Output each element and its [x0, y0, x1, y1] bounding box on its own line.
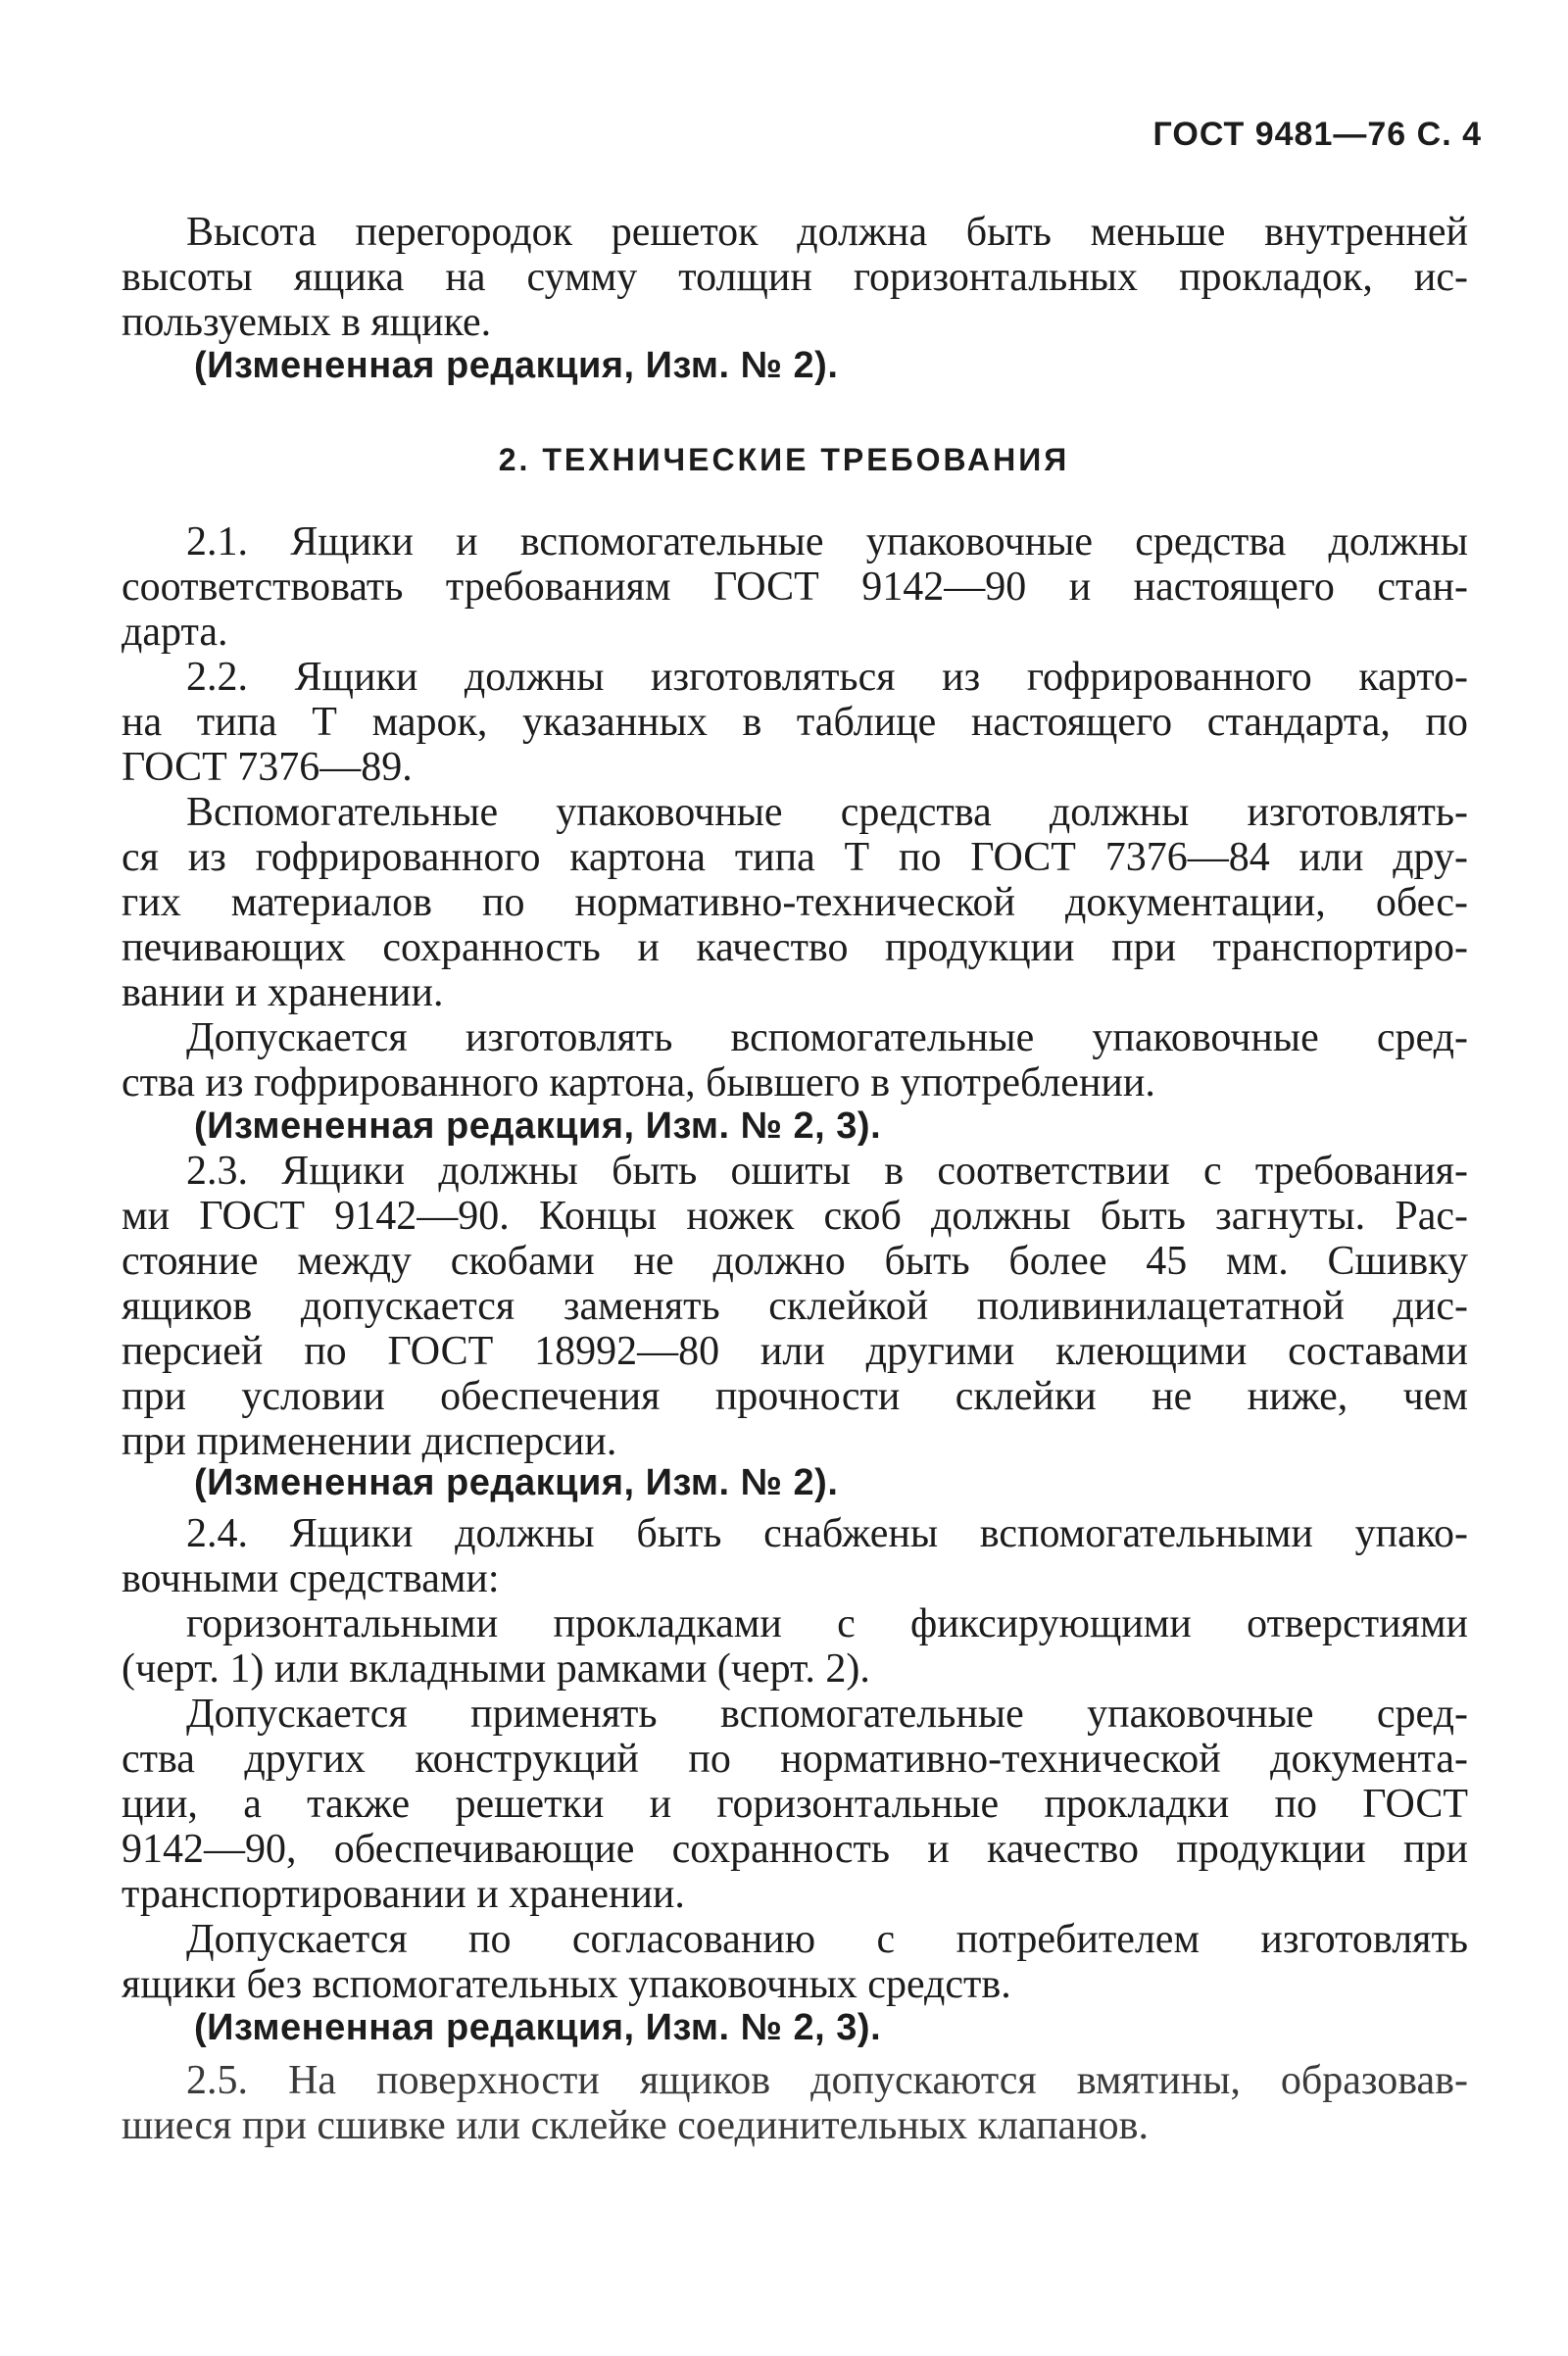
paragraph-line: Допускается применять вспомогательные упаковочные сред-: [186, 1692, 1468, 1737]
paragraph-line: Высота перегородок решеток должна быть меньше внутренней: [186, 210, 1468, 255]
paragraph-line: ми ГОСТ 9142—90. Концы ножек скоб должны быть загнуты. Рас-: [122, 1194, 1468, 1239]
amendment-note: (Измененная редакция, Изм. № 2, 3).: [194, 2007, 882, 2048]
paragraph-line: персией по ГОСТ 18992—80 или другими клеющими составами: [122, 1329, 1468, 1374]
paragraph-line: шиеся при сшивке или склейке соединительных клапанов.: [122, 2103, 1149, 2148]
paragraph-line: гих материалов по нормативно-технической документации, обес-: [122, 880, 1468, 925]
paragraph-line: пользуемых в ящике.: [122, 300, 492, 345]
paragraph-line: 2.3. Ящики должны быть ошиты в соответствии с требования-: [186, 1149, 1468, 1194]
paragraph-line: транспортировании и хранении.: [122, 1872, 685, 1917]
paragraph-line: печивающих сохранность и качество продукции при транспортиро-: [122, 925, 1468, 970]
amendment-note: (Измененная редакция, Изм. № 2).: [194, 345, 839, 386]
paragraph-line: 2.2. Ящики должны изготовляться из гофрированного карто-: [186, 655, 1468, 700]
paragraph-line: 9142—90, обеспечивающие сохранность и качество продукции при: [122, 1827, 1468, 1872]
paragraph-line: ства из гофрированного картона, бывшего в употреблении.: [122, 1060, 1155, 1105]
paragraph-line: высоты ящика на сумму толщин горизонтальных прокладок, ис-: [122, 255, 1468, 300]
paragraph-line: Допускается по согласованию с потребителем изготовлять: [186, 1917, 1468, 1962]
paragraph-line: Допускается изготовлять вспомогательные упаковочные сред-: [186, 1015, 1468, 1060]
paragraph-line: при применении дисперсии.: [122, 1419, 617, 1464]
paragraph-line: ГОСТ 7376—89.: [122, 745, 413, 790]
paragraph-line: на типа Т марок, указанных в таблице настоящего стандарта, по: [122, 700, 1468, 745]
paragraph-line: ства других конструкций по нормативно-технической документа-: [122, 1737, 1468, 1782]
paragraph-line: при условии обеспечения прочности склейки не ниже, чем: [122, 1374, 1468, 1419]
paragraph-line: вочными средствами:: [122, 1556, 500, 1601]
paragraph-line: ся из гофрированного картона типа Т по ГОСТ 7376—84 или дру-: [122, 835, 1468, 880]
paragraph-line: горизонтальными прокладками с фиксирующими отверстиями: [186, 1601, 1468, 1646]
paragraph-line: ции, а также решетки и горизонтальные прокладки по ГОСТ: [122, 1782, 1468, 1827]
paragraph-line: (черт. 1) или вкладными рамками (черт. 2).: [122, 1646, 870, 1692]
amendment-note: (Измененная редакция, Изм. № 2).: [194, 1462, 839, 1503]
paragraph-line: Вспомогательные упаковочные средства должны изготовлять-: [186, 790, 1468, 835]
paragraph-line: соответствовать требованиям ГОСТ 9142—90 и настоящего стан-: [122, 564, 1468, 610]
paragraph-line: дарта.: [122, 610, 228, 655]
paragraph-line: ящиков допускается заменять склейкой поливинилацетатной дис-: [122, 1284, 1468, 1329]
paragraph-line: вании и хранении.: [122, 970, 444, 1015]
paragraph-line: 2.4. Ящики должны быть снабжены вспомогательными упако-: [186, 1511, 1468, 1556]
paragraph-line: 2.1. Ящики и вспомогательные упаковочные средства должны: [186, 519, 1468, 564]
page-header: ГОСТ 9481—76 С. 4: [1152, 116, 1482, 153]
amendment-note: (Измененная редакция, Изм. № 2, 3).: [194, 1105, 882, 1147]
paragraph-line: ящики без вспомогательных упаковочных средств.: [122, 1962, 1011, 2007]
paragraph-line: 2.5. На поверхности ящиков допускаются вмятины, образовав-: [186, 2058, 1468, 2103]
section-title: 2. ТЕХНИЧЕСКИЕ ТРЕБОВАНИЯ: [498, 442, 1070, 477]
paragraph-line: стояние между скобами не должно быть более 45 мм. Сшивку: [122, 1239, 1468, 1284]
